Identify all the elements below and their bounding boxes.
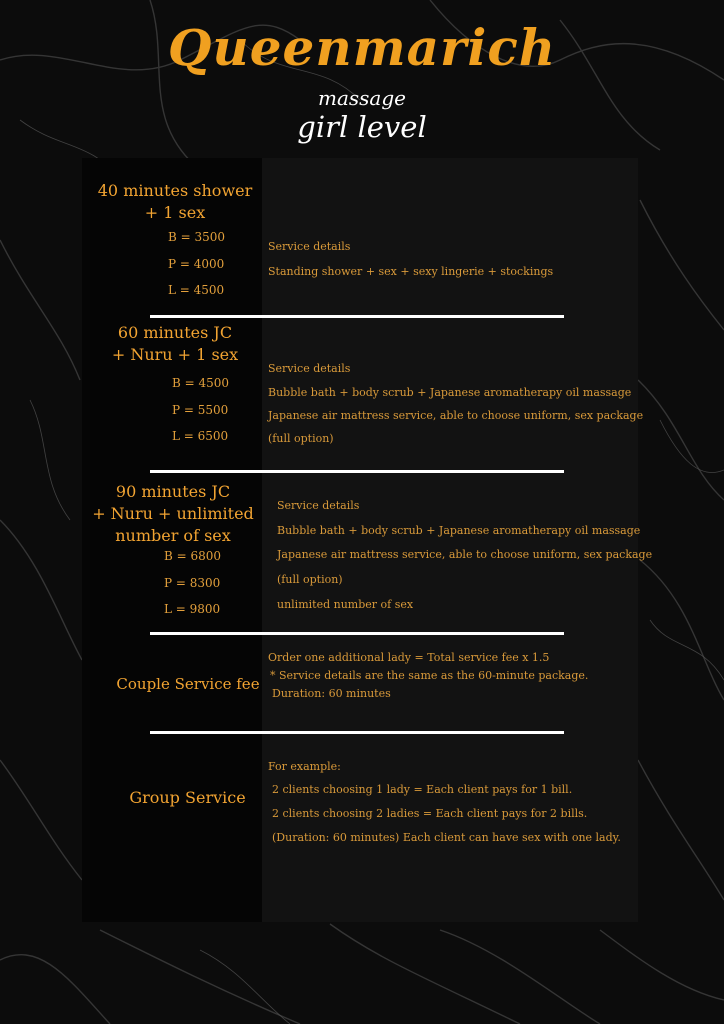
details-label: Service details: [268, 240, 351, 253]
brand-title: Queenmarich: [167, 18, 557, 77]
package-title: [100, 322, 250, 366]
package-title: [95, 180, 255, 224]
section-divider: [150, 731, 564, 734]
section-divider: [150, 470, 564, 473]
couple-line: * Service details are the same as the 60-minute package.: [270, 669, 589, 682]
couple-title: Couple Service fee: [116, 675, 260, 693]
package-title-line: 60 minutes JC: [117, 323, 233, 342]
details-line: unlimited number of sex: [277, 598, 414, 611]
details-line: Japanese air mattress service, able to choose uniform, sex package: [268, 409, 644, 422]
group-line: For example:: [268, 760, 341, 773]
couple-line: Duration: 60 minutes: [272, 687, 391, 700]
package-title-line: 40 minutes shower: [97, 181, 253, 200]
section-divider: [150, 632, 564, 635]
package-title-line: + Nuru + unlimited: [92, 504, 254, 523]
couple-line: Order one additional lady = Total service fee x 1.5: [268, 651, 550, 664]
details-line: Standing shower + sex + sexy lingerie + stockings: [268, 265, 554, 278]
details-line: Japanese air mattress service, able to choose uniform, sex package: [277, 548, 653, 561]
details-line: Bubble bath + body scrub + Japanese aromatherapy oil massage: [277, 524, 641, 537]
price-b: B = 3500: [168, 230, 226, 244]
group-title: Group Service: [129, 788, 246, 807]
details-line: (full option): [277, 573, 343, 586]
group-line: (Duration: 60 minutes) Each client can have sex with one lady.: [272, 831, 621, 844]
details-label: Service details: [268, 362, 351, 375]
package-title-line: 90 minutes JC: [115, 482, 231, 501]
section-divider: [150, 315, 564, 318]
price-p: P = 5500: [172, 403, 229, 417]
price-l: L = 4500: [168, 283, 225, 297]
details-line: Bubble bath + body scrub + Japanese aromatherapy oil massage: [268, 386, 632, 399]
price-p: P = 4000: [168, 257, 225, 271]
package-title-line: + Nuru + 1 sex: [111, 345, 239, 364]
package-title-line: number of sex: [115, 526, 231, 545]
package-title: [88, 481, 258, 547]
price-b: B = 4500: [172, 376, 230, 390]
price-b: B = 6800: [164, 549, 222, 563]
group-line: 2 clients choosing 2 ladies = Each client pays for 2 bills.: [272, 807, 588, 820]
details-line: (full option): [268, 432, 334, 445]
price-l: L = 6500: [172, 429, 229, 443]
subtitle-girl-level: girl level: [297, 110, 427, 144]
price-l: L = 9800: [164, 602, 221, 616]
subtitle-massage: massage: [318, 86, 406, 110]
price-p: P = 8300: [164, 576, 221, 590]
details-label: Service details: [277, 499, 360, 512]
group-line: 2 clients choosing 1 lady = Each client pays for 1 bill.: [272, 783, 573, 796]
package-title-line: + 1 sex: [144, 203, 206, 222]
